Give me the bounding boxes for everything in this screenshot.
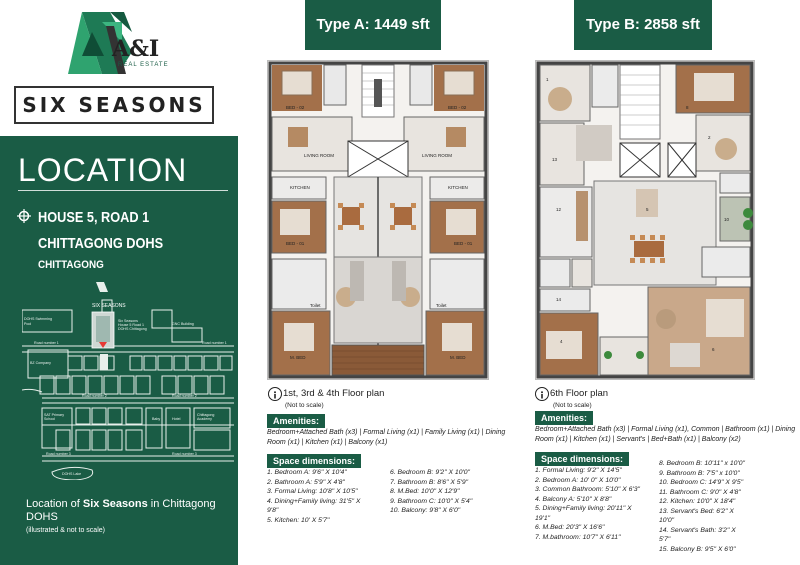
type-a-amenities: Bedroom+Attached Bath (x3) | Formal Living (x1) | Family Living (x1) | Dining Room (x1) | Kitchen (x1) | Balcony (x1) <box>267 429 506 446</box>
type-b-dims-col2: 8. Bedroom B: 10'11" x 10'0" 9. Bathroom B: 7'5" x 10'0" 10. Bedroom C: 14'9" X 9'5" 11. Bathroom C: 9'0" X 4'8" 12. Kitchen: 10'0" X 18'4" 13. Servant's Bed: 6'2" X 10'0" 14. Servant's Bath: 3'2" X 5'7" 15. Balcony B: 9'5" X 6'0" <box>659 460 745 553</box>
svg-text:M. BED: M. BED <box>450 355 466 360</box>
svg-text:DOHS Chittagong: DOHS Chittagong <box>118 327 147 331</box>
svg-text:Academy: Academy <box>197 417 212 421</box>
location-map <box>22 280 234 480</box>
svg-text:5: 5 <box>646 207 649 212</box>
svg-text:10: 10 <box>724 217 730 222</box>
svg-text:BED - 01: BED - 01 <box>286 241 305 246</box>
svg-text:LIVING ROOM: LIVING ROOM <box>422 153 453 158</box>
svg-text:14: 14 <box>556 297 562 302</box>
svg-text:Road number 1: Road number 1 <box>34 341 59 345</box>
svg-text:Chittagong: Chittagong <box>197 413 215 417</box>
svg-text:BZ Company: BZ Company <box>30 361 51 365</box>
logo-subtext: REAL ESTATE <box>118 62 169 68</box>
type-a-not-scale: (Not to scale) <box>285 402 324 409</box>
type-a-space-tag: Space dimensions: <box>267 454 361 468</box>
svg-text:Baby: Baby <box>152 417 161 421</box>
svg-text:Six Seasons: Six Seasons <box>118 319 138 323</box>
address-line-1: HOUSE 5, ROAD 1 <box>38 209 150 226</box>
location-note: (illustrated & not to scale) <box>26 527 105 534</box>
svg-text:8: 8 <box>686 105 689 110</box>
svg-text:12: 12 <box>556 207 562 212</box>
address-line-2: CHITTAGONG DOHS <box>38 235 164 252</box>
svg-text:School: School <box>44 417 55 421</box>
svg-text:Road number 3: Road number 3 <box>172 452 197 456</box>
svg-text:6: 6 <box>712 347 715 352</box>
svg-text:DOHS Swimming: DOHS Swimming <box>24 317 52 321</box>
address-line-3: CHITTAGONG <box>38 259 104 271</box>
location-title: LOCATION <box>18 152 188 188</box>
type-b-amenities-tag: Amenities: <box>535 411 593 425</box>
svg-text:4: 4 <box>560 339 563 344</box>
svg-text:1: 1 <box>546 77 549 82</box>
info-icon <box>268 387 282 401</box>
type-a-floor-label: 1st, 3rd & 4th Floor plan <box>283 388 385 399</box>
type-b-space-tag: Space dimensions: <box>535 452 629 466</box>
map-brand: SIX SEASONS <box>92 303 126 309</box>
svg-text:Road number 2: Road number 2 <box>172 394 197 398</box>
svg-text:Toilet: Toilet <box>310 303 321 308</box>
svg-text:KITCHEN: KITCHEN <box>290 185 310 190</box>
logo-text: A&I <box>112 36 160 62</box>
type-a-header: Type A: 1449 sft <box>305 0 441 50</box>
svg-text:GNC Building: GNC Building <box>172 322 194 326</box>
svg-text:Toilet: Toilet <box>436 303 447 308</box>
info-icon <box>535 387 549 401</box>
project-name: SIX SEASONS <box>22 93 206 117</box>
svg-text:Road number 2: Road number 2 <box>82 394 107 398</box>
location-caption: Location of Six Seasons in Chittagong DOHS <box>26 498 216 523</box>
svg-text:BED - 02: BED - 02 <box>448 105 467 110</box>
svg-text:M. BED: M. BED <box>290 355 306 360</box>
svg-text:DOHS Lake: DOHS Lake <box>62 472 82 476</box>
type-a-dims-col2: 6. Bedroom B: 9'2" X 10'0" 7. Bathroom B: 8'6" X 5'9" 8. M.Bed: 10'0" X 12'9" 9. Bathroom C: 10'0" X 5'4" 10. Balcony: 9'8" X 6'0" <box>390 469 473 514</box>
divider <box>18 190 228 191</box>
svg-text:LIVING ROOM: LIVING ROOM <box>304 153 335 158</box>
type-b-header: Type B: 2858 sft <box>574 0 712 50</box>
type-b-floor-plan <box>535 60 755 380</box>
svg-text:2: 2 <box>708 135 711 140</box>
svg-text:Hotel: Hotel <box>172 417 181 421</box>
svg-text:BED - 02: BED - 02 <box>286 105 305 110</box>
svg-text:SAT Primary: SAT Primary <box>44 413 65 417</box>
type-a-floor-plan <box>267 60 489 380</box>
svg-text:Road number 1: Road number 1 <box>202 341 227 345</box>
crosshair-icon <box>17 209 31 223</box>
svg-text:BED - 01: BED - 01 <box>454 241 473 246</box>
type-b-amenities: Bedroom+Attached Bath (x3) | Formal Living (x1), Common | Bathroom (x1) | Dining Room (x1) | Kitchen (x1) | Servant's | Bed+Bath (x1) | Balcony (x2) <box>535 426 796 443</box>
svg-text:Pool: Pool <box>24 322 32 326</box>
type-a-amenities-tag: Amenities: <box>267 414 325 428</box>
svg-text:KITCHEN: KITCHEN <box>448 185 468 190</box>
type-b-not-scale: (Not to scale) <box>553 402 592 409</box>
svg-text:Road number 3: Road number 3 <box>46 452 71 456</box>
svg-text:House 5 Road 1: House 5 Road 1 <box>118 323 144 327</box>
type-b-dims-col1: 1. Formal Living: 9'2" X 14'5" 2. Bedroom A: 10' 0" X 10'0" 3. Common Bathroom: 5'10" X 6'3" 4. Balcony A: 5'10" X 8'8" 5. Dining+Family living: 20'11" X 19'1" 6. M.Bed: 20'3" X 16'6" 7. M.bathroom: 10'7" X 6'11" <box>535 467 640 541</box>
project-name-box <box>16 86 212 124</box>
svg-text:13: 13 <box>552 157 558 162</box>
type-a-dims-col1: 1. Bedroom A: 9'6" X 10'4" 2. Bathroom A: 5'9" X 4'8" 3. Formal Living: 10'8" X 10'5" 4. Dining+Family living: 31'5" X 9'8" 5. Kitchen: 10' X 5'7" <box>267 469 361 524</box>
type-b-floor-label: 6th Floor plan <box>550 388 609 399</box>
